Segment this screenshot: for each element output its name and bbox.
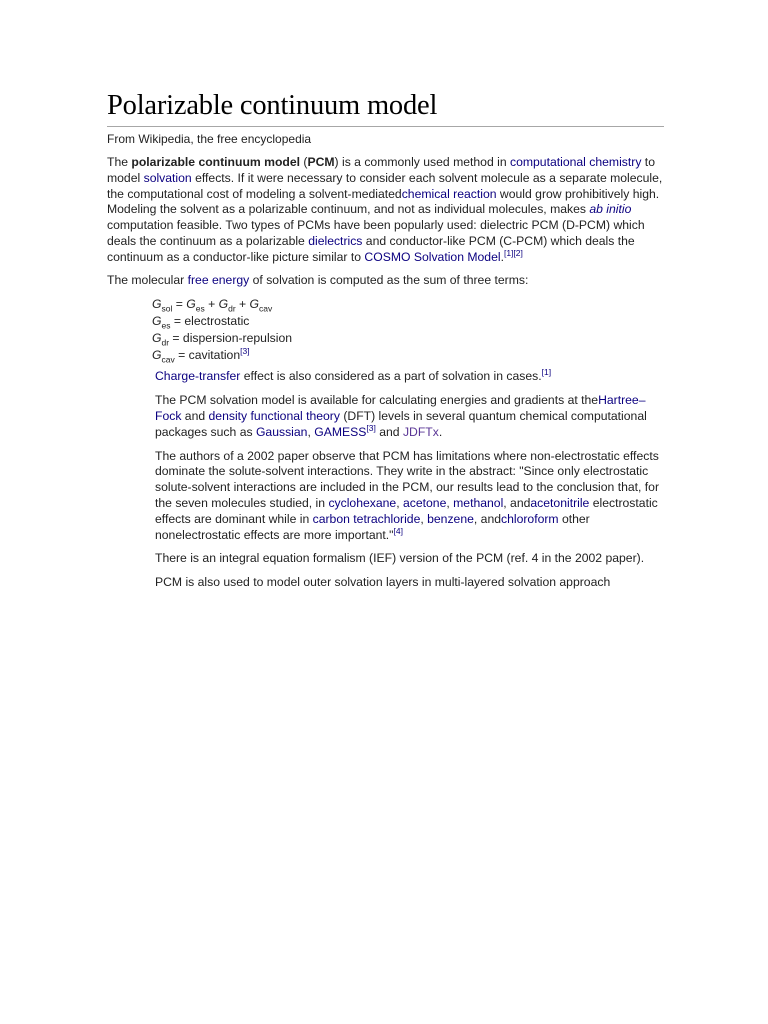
formula-line-sum: $G_{sol} = G_{es} + G_{dr} + G_{cav}$	[152, 297, 273, 314]
reference-1[interactable]: [1]	[541, 367, 552, 378]
availability-paragraph: The PCM solvation model is available for calculating energies and gradients at theHartree–Fock and density functional theory (DFT) levels in several quantum chemical computational packages such as Gaussian, GAMESS[3] and JDFTx.	[155, 393, 647, 439]
intro-paragraph: The polarizable continuum model (PCM) is a commonly used method in computational chemistry to model solvation effects. If it were necessary to consider each solvent molecule as a separate molecule, the computational cost of modeling a solvent-mediatedchemical reaction would grow prohibitively high. Modeling the solvent as a polarizable continuum, and not as individual molecules, makes ab initio computation feasible. Two types of PCMs have been popularly used: dielectric PCM (D-PCM) which deals the continuum as a polarizable dielectrics and conductor-like PCM (C-PCM) which deals the continuum as a conductor-like picture similar to COSMO Solvation Model.[1][2]	[107, 155, 663, 264]
link-carbon-tetrachloride[interactable]: carbon tetrachloride	[312, 511, 421, 526]
link-gamess[interactable]: GAMESS	[314, 424, 367, 439]
article	[107, 88, 664, 591]
reference-2[interactable]: [2]	[513, 247, 523, 258]
link-cosmo-solvation-model[interactable]: COSMO Solvation Model	[364, 249, 501, 264]
link-dielectrics[interactable]: dielectrics	[308, 233, 363, 248]
free-energy-paragraph: The molecular free energy of solvation is computed as the sum of three terms:	[107, 272, 529, 287]
formula-line-cavitation: $G_{cav}$ = cavitation[3]	[152, 346, 250, 365]
link-acetone[interactable]: acetone	[402, 495, 447, 510]
limitations-paragraph: The authors of a 2002 paper observe that PCM has limitations where non-electrostatic effects dominate the solute-solvent interactions. They write in the abstract: "Since only electrostatic solute-solvent interactions are included in the PCM, our results lead to the conclusion that, for the seven molecules studied, in cyclohexane, acetone, methanol, andacetonitrile electrostatic effects are dominant while in carbon tetrachloride, benzene, andchloroform other nonelectrostatic effects are more important."[4]	[155, 448, 660, 542]
link-jdftx[interactable]: JDFTx	[402, 424, 439, 439]
bold-term: polarizable continuum model	[131, 155, 300, 169]
reference-3[interactable]: [3]	[366, 422, 376, 433]
formula-line-dispersion: $G_{dr}$ = dispersion-repulsion	[152, 331, 293, 348]
formula-line-electrostatic: $G_{es}$ = electrostatic	[152, 314, 250, 331]
bold-abbreviation: PCM	[307, 155, 335, 169]
site-tagline: From Wikipedia, the free encyclopedia	[107, 132, 312, 146]
ief-paragraph: There is an integral equation formalism (IEF) version of the PCM (ref. 4 in the 2002 paper).	[155, 551, 645, 566]
link-acetonitrile[interactable]: acetonitrile	[530, 495, 590, 510]
reference-4[interactable]: [4]	[393, 525, 403, 536]
multilayer-paragraph: PCM is also used to model outer solvation layers in multi-layered solvation approach	[155, 575, 611, 590]
page-title: Polarizable continuum model	[107, 88, 664, 127]
reference-1[interactable]: [1]	[503, 247, 514, 258]
link-benzene[interactable]: benzene	[427, 511, 474, 526]
link-chemical-reaction[interactable]: chemical reaction	[401, 186, 497, 201]
link-solvation[interactable]: solvation	[143, 170, 192, 185]
link-chloroform[interactable]: chloroform	[501, 511, 559, 526]
charge-transfer-paragraph: Charge-transfer effect is also considered as a part of solvation in cases.[1]	[155, 367, 552, 384]
link-gaussian[interactable]: Gaussian	[255, 424, 308, 439]
solvation-formula	[107, 296, 664, 364]
link-hartree-fock[interactable]: Hartree–Fock	[155, 393, 646, 423]
link-charge-transfer[interactable]: Charge-transfer	[155, 369, 241, 384]
link-ab-initio[interactable]: ab initio	[589, 202, 632, 217]
link-cyclohexane[interactable]: cyclohexane	[328, 495, 397, 510]
link-methanol[interactable]: methanol	[453, 495, 504, 510]
reference-3[interactable]: [3]	[240, 346, 250, 357]
link-computational-chemistry[interactable]: computational chemistry	[510, 155, 642, 169]
link-density-functional-theory[interactable]: density functional theory	[208, 408, 340, 423]
link-free-energy[interactable]: free energy	[187, 272, 250, 287]
